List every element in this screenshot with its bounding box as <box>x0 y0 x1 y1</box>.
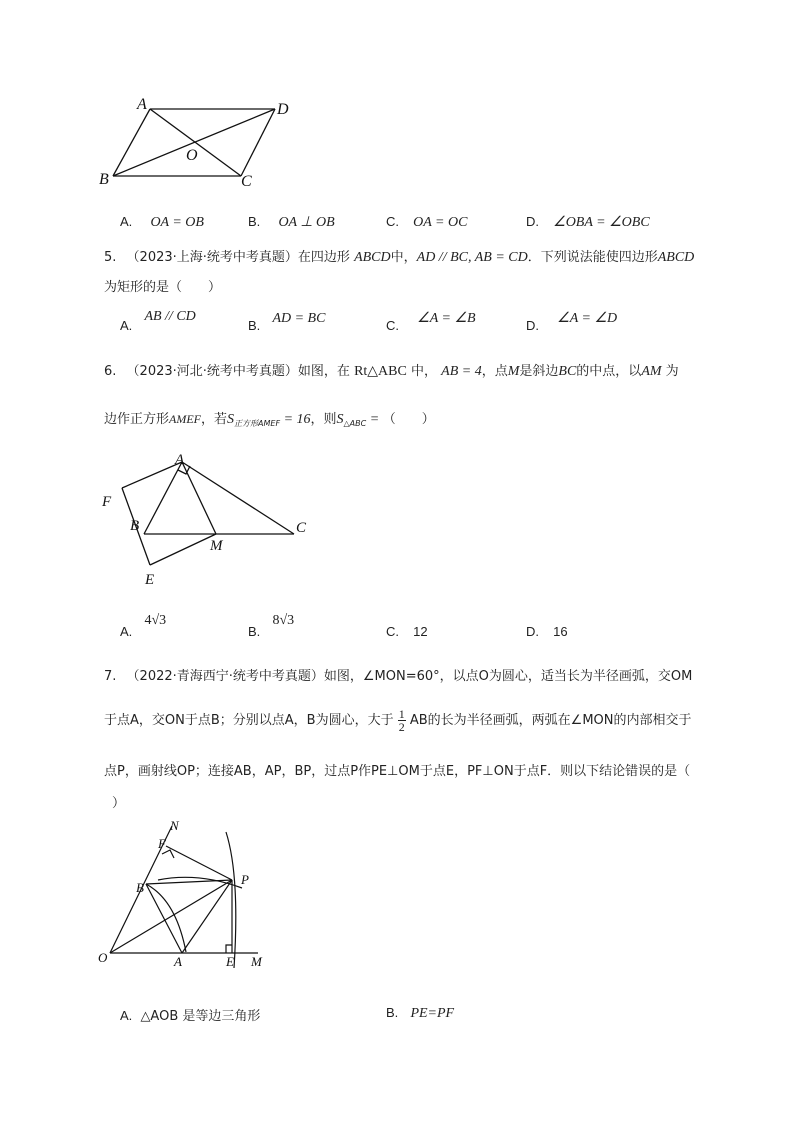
label-D: D <box>277 101 289 118</box>
q7-option-b[interactable]: B. PE=PF <box>386 1005 455 1021</box>
q7-label-F: F <box>158 836 166 851</box>
q6-label-M: M <box>210 538 223 554</box>
q6-label-F: F <box>102 494 112 510</box>
q7-stem-line2: 于点A，交ON于点B；分别以点A，B为圆心，大于 $\frac{1}{2}$ AB的长为半径画弧，两弧在∠MON的内部相交于 <box>104 707 692 734</box>
q7-option-a[interactable]: A. △AOB 是等边三角形 <box>120 1008 261 1024</box>
q4-option-a[interactable]: A. OA = OB <box>120 214 204 230</box>
q7-label-E: E <box>226 954 234 969</box>
q7-label-O: O <box>98 950 108 965</box>
q6-stem-line2: 边作正方形AMEF，若$S_{正方形AMEF} = 16$，则$S_{\triangle ABC}$ = （ ） <box>104 412 435 428</box>
q5-stem-line2: 为矩形的是（ ） <box>104 280 222 295</box>
q6-option-c[interactable]: C. 12 <box>386 624 428 639</box>
q7-label-M: M <box>251 954 262 969</box>
q7-stem-line3: 点P，画射线OP；连接AB，AP，BP，过点P作PE⊥OM于点E，PF⊥ON于点F．则以下结论错误的是（ <box>104 764 691 779</box>
q7-label-N: N <box>170 818 179 833</box>
fraction-one-half: $\frac{1}{2}$ <box>398 707 405 734</box>
q6-label-B: B <box>130 518 140 534</box>
figure-q7-angle-bisector <box>94 816 284 976</box>
q4-option-d[interactable]: D. ∠OBA = ∠OBC <box>526 214 650 230</box>
q5-option-a[interactable]: A. AB // CD <box>120 309 196 333</box>
q7-label-A: A <box>174 954 182 969</box>
label-B: B <box>99 171 109 188</box>
label-O: O <box>186 147 198 164</box>
q5-option-c[interactable]: C. ∠A = ∠B <box>386 311 476 333</box>
q6-label-A: A <box>175 452 185 468</box>
q6-option-b[interactable]: B. 8√3 <box>248 613 295 639</box>
q6-option-d[interactable]: D. 16 <box>526 624 568 639</box>
q7-stem-line4: ） <box>112 796 126 811</box>
q6-label-E: E <box>145 572 155 588</box>
q7-label-B: B <box>136 880 144 895</box>
q5-option-d[interactable]: D. ∠A = ∠D <box>526 311 618 333</box>
q7-stem-line1: 7. （2022·青海西宁·统考中考真题）如图，∠MON=60°，以点O为圆心，适当长为半径画弧，交OM <box>104 669 693 684</box>
figure-parallelogram <box>95 92 305 192</box>
q5-stem-line1: 5. （2023·上海·统考中考真题）在四边形 ABCD中，AD // BC, AB = CD．下列说法能使四边形ABCD <box>104 250 695 265</box>
q7-label-P: P <box>241 872 249 887</box>
q4-option-b[interactable]: B. OA ⊥ OB <box>248 214 335 230</box>
label-A: A <box>137 96 147 113</box>
q6-stem-line1: 6. （2023·河北·统考中考真题）如图，在 Rt△ABC 中， AB = 4，点M是斜边BC的中点，以AM 为 <box>104 364 679 379</box>
q6-option-a[interactable]: A. 4√3 <box>120 613 167 639</box>
label-C: C <box>241 173 252 190</box>
figure-q6-triangle-square <box>92 446 332 596</box>
q5-option-b[interactable]: B. AD = BC <box>248 311 326 333</box>
q6-label-C: C <box>296 520 307 536</box>
q4-option-c[interactable]: C. OA = OC <box>386 214 468 230</box>
